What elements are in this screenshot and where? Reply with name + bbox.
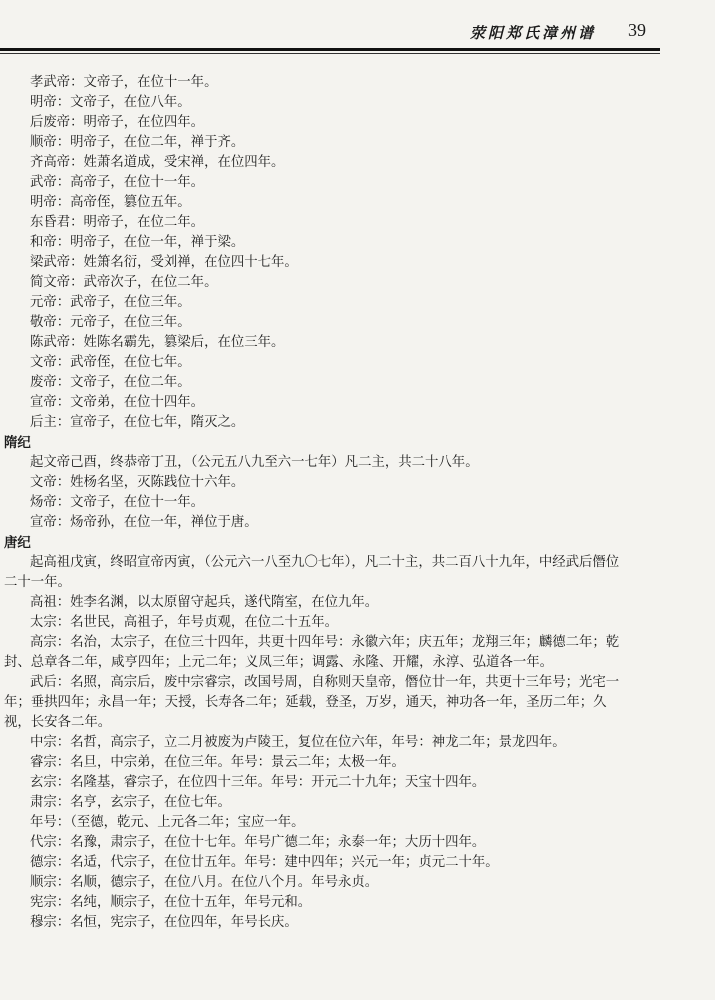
list-item: 武帝：高帝子，在位十一年。 (30, 175, 205, 190)
list-item: 元帝：武帝子，在位三年。 (30, 295, 191, 310)
list-item: 高宗：名治，太宗子，在位三十四年，共更十四年号：永徽六年；庆五年；龙翔三年；麟德二年；乾 (30, 635, 620, 650)
list-item: 废帝：文帝子，在位二年。 (30, 375, 191, 390)
list-item: 梁武帝：姓箫名衍，受刘禅，在位四十七年。 (30, 255, 298, 270)
list-item: 年；垂拱四年；永昌一年；天授，长寿各二年；延载，登圣，万岁，通天，神功各一年，圣历二年；久 (4, 695, 607, 710)
list-item: 孝武帝：文帝子，在位十一年。 (30, 75, 218, 90)
list-item: 陈武帝：姓陈名霸先，篡梁后，在位三年。 (30, 335, 285, 350)
tang-emperor-list (0, 593, 690, 933)
list-item: 后废帝：明帝子，在位四年。 (30, 115, 205, 130)
list-item: 高祖：姓李名渊，以太原留守起兵，遂代隋室，在位九年。 (30, 595, 379, 610)
list-item: 顺帝：明帝子，在位二年，禅于齐。 (30, 135, 245, 150)
southern-dynasties-list (0, 73, 690, 433)
section-heading-sui: 隋纪 (4, 435, 31, 451)
sui-emperor-list (0, 473, 690, 533)
list-item: 武后：名照，高宗后，废中宗睿宗，改国号周，自称则天皇帝，僭位廿一年，共更十三年号；光宅一 (30, 675, 620, 690)
list-item: 简文帝：武帝次子，在位二年。 (30, 275, 218, 290)
list-item: 明帝：文帝子，在位八年。 (30, 95, 191, 110)
header-rule (0, 48, 660, 51)
list-item: 顺宗：名顺，德宗子，在位八月。在位八个月。年号永贞。 (30, 875, 379, 890)
list-item: 肃宗：名亨，玄宗子，在位七年。 (30, 795, 231, 810)
list-item: 宪宗：名纯，顺宗子，在位十五年，年号元和。 (30, 895, 312, 910)
list-item: 后主：宣帝子，在位七年，隋灭之。 (30, 415, 245, 430)
list-item: 视，长安各二年。 (4, 715, 112, 730)
section-heading-tang: 唐纪 (4, 535, 31, 551)
list-item: 代宗：名豫，肃宗子，在位十七年。年号广德二年；永泰一年；大历十四年。 (30, 835, 486, 850)
list-item: 东昏君：明帝子，在位二年。 (30, 215, 205, 230)
list-item: 敬帝：元帝子，在位三年。 (30, 315, 191, 330)
list-item: 中宗：名哲，高宗子，立二月被废为卢陵王，复位在位六年，年号：神龙二年；景龙四年。 (30, 735, 566, 750)
tang-intro-line: 起高祖戊寅，终昭宣帝丙寅，（公元六一八至九〇七年），凡二十主，共二百八十九年，中经武后僭位 (30, 555, 620, 570)
list-item: 炀帝：文帝子，在位十一年。 (30, 495, 205, 510)
list-item: 年号：（至德，乾元、上元各二年；宝应一年。 (30, 815, 305, 830)
sui-intro: 起文帝己酉，终恭帝丁丑，（公元五八九至六一七年）凡二主，共二十八年。 (30, 455, 479, 470)
list-item: 睿宗：名旦，中宗弟，在位三年。年号：景云二年；太极一年。 (30, 755, 405, 770)
list-item: 文帝：姓杨名坚，灭陈践位十六年。 (30, 475, 245, 490)
list-item: 德宗：名适，代宗子，在位廿五年。年号：建中四年；兴元一年；贞元二十年。 (30, 855, 499, 870)
list-item: 宣帝：文帝弟，在位十四年。 (30, 395, 205, 410)
page-number: 39 (628, 20, 646, 40)
list-item: 齐高帝：姓萧名道成，受宋禅，在位四年。 (30, 155, 285, 170)
list-item: 封、总章各二年，咸亨四年；上元二年；义凤三年；调露、永隆、开耀，永淳、弘道各一年。 (4, 655, 554, 670)
list-item: 穆宗：名恒，宪宗子，在位四年，年号长庆。 (30, 915, 298, 930)
document-body (0, 73, 690, 933)
running-title: 荥阳郑氏漳州谱 (469, 24, 596, 42)
list-item: 文帝：武帝侄，在位七年。 (30, 355, 191, 370)
list-item: 明帝：高帝侄，篡位五年。 (30, 195, 191, 210)
tang-intro-line: 二十一年。 (4, 575, 71, 590)
list-item: 玄宗：名隆基，睿宗子，在位四十三年。年号：开元二十九年；天宝十四年。 (30, 775, 486, 790)
header-rule-thin (0, 53, 660, 54)
list-item: 宣帝：炀帝孙，在位一年，禅位于唐。 (30, 515, 258, 530)
list-item: 太宗：名世民，高祖子，年号贞观，在位二十五年。 (30, 615, 338, 630)
page-header (0, 20, 660, 46)
list-item: 和帝：明帝子，在位一年，禅于梁。 (30, 235, 245, 250)
